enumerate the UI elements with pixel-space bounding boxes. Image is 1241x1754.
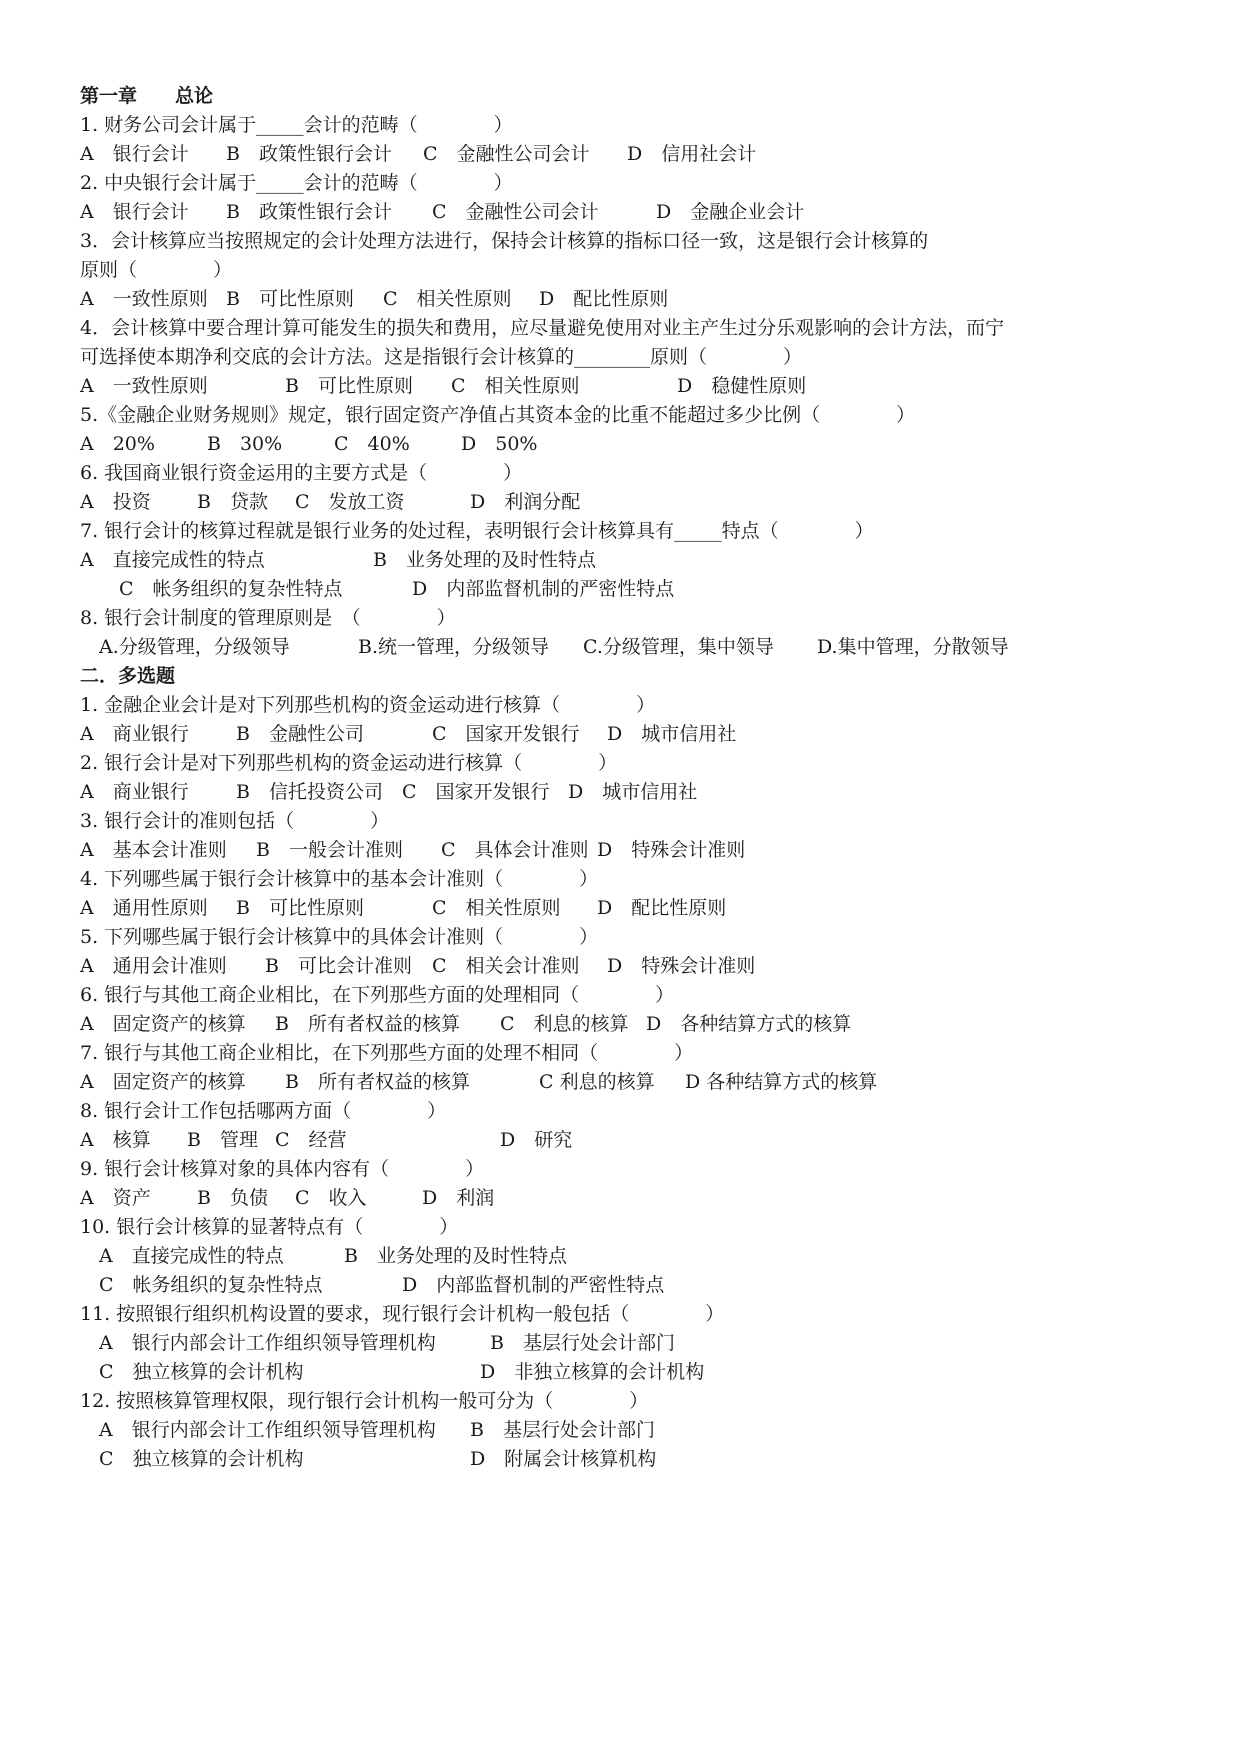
option-c: C 收入 [295,1187,367,1209]
option-a: A.分级管理，分级领导 [99,636,290,658]
option-b: B 政策性银行会计 [226,201,392,223]
option-d: D 利润分配 [470,491,581,513]
question-text: 2. 银行会计是对下列那些机构的资金运动进行核算（ ） [80,752,618,774]
question-text: 3．会计核算应当按照规定的会计处理方法进行，保持会计核算的指标口径一致，这是银行会计核算的 [80,230,929,252]
option-d: D 非独立核算的会计机构 [480,1361,705,1383]
option-a: A 银行内部会计工作组织领导管理机构 [99,1332,436,1354]
option-b: B.统一管理，分级领导 [358,636,550,658]
option-c: C 相关性原则 [432,897,561,919]
option-a: A 基本会计准则 [80,839,227,861]
option-c: C 金融性公司会计 [432,201,599,223]
option-d: D.集中管理，分散领导 [817,636,1009,658]
option-d: D 研究 [500,1129,573,1151]
question-text: 4. 下列哪些属于银行会计核算中的基本会计准则（ ） [80,868,599,890]
option-c: C.分级管理，集中领导 [583,636,774,658]
option-a: A 资产 [80,1187,151,1209]
option-c: C 相关性原则 [451,375,580,397]
option-d: D 城市信用社 [568,781,698,803]
option-c: C 利息的核算 [500,1013,629,1035]
option-b: B 负债 [197,1187,268,1209]
option-b: B 所有者权益的核算 [275,1013,460,1035]
option-b: B 业务处理的及时性特点 [373,549,596,571]
option-b: B 可比会计准则 [265,955,412,977]
question-text-cont: 原则（ ） [80,259,233,281]
chapter-heading: 第一章 总论 [80,85,214,107]
option-d: D 内部监督机制的严密性特点 [412,578,675,600]
option-c: C 独立核算的会计机构 [99,1448,304,1470]
option-b: B 所有者权益的核算 [285,1071,470,1093]
option-a: A 商业银行 [80,723,189,745]
question-text: 11. 按照银行组织机构设置的要求，现行银行会计机构一般包括（ ） [80,1303,725,1325]
option-c: C 发放工资 [295,491,405,513]
option-b: B 政策性银行会计 [226,143,392,165]
question-text: 2. 中央银行会计属于_____会计的范畴（ ） [80,172,513,194]
option-b: B 可比性原则 [285,375,413,397]
option-d: D 附属会计核算机构 [470,1448,657,1470]
question-text: 1. 金融企业会计是对下列那些机构的资金运动进行核算（ ） [80,694,656,716]
option-c: C 金融性公司会计 [423,143,590,165]
option-b: B 贷款 [197,491,268,513]
option-c: C 独立核算的会计机构 [99,1361,304,1383]
question-text: 9. 银行会计核算对象的具体内容有（ ） [80,1158,485,1180]
option-a: A 通用会计准则 [80,955,227,977]
option-d: D 信用社会计 [627,143,757,165]
option-b: B 业务处理的及时性特点 [344,1245,567,1267]
option-d: D 金融企业会计 [656,201,805,223]
option-b: B 金融性公司 [236,723,364,745]
option-b: B 管理 [187,1129,258,1151]
option-c: C 40% [334,433,410,455]
question-text: 5.《金融企业财务规则》规定，银行固定资产净值占其资本金的比重不能超过多少比例（ ） [80,404,916,426]
option-a: A 直接完成性的特点 [99,1245,284,1267]
option-c: C 具体会计准则 [441,839,589,861]
option-d: D 内部监督机制的严密性特点 [402,1274,665,1296]
option-b: B 基层行处会计部门 [470,1419,655,1441]
option-a: A 商业银行 [80,781,189,803]
option-d: D 利润 [422,1187,495,1209]
option-d: D 配比性原则 [539,288,669,310]
option-a: A 固定资产的核算 [80,1013,246,1035]
option-d: D 配比性原则 [597,897,727,919]
option-b: B 可比性原则 [236,897,364,919]
option-d: D 城市信用社 [607,723,737,745]
question-text: 7. 银行会计的核算过程就是银行业务的处过程，表明银行会计核算具有_____特点（ ） [80,520,874,542]
option-a: A 银行会计 [80,201,189,223]
option-c: C 相关性原则 [383,288,512,310]
option-a: A 银行会计 [80,143,189,165]
option-d: D 稳健性原则 [677,375,807,397]
option-d: D 各种结算方式的核算 [646,1013,852,1035]
option-c: C 帐务组织的复杂性特点 [119,578,343,600]
question-text-cont: 可选择使本期净利交底的会计方法。这是指银行会计核算的________原则（ ） [80,346,803,368]
option-a: A 银行内部会计工作组织领导管理机构 [99,1419,436,1441]
question-text: 5. 下列哪些属于银行会计核算中的具体会计准则（ ） [80,926,599,948]
question-text: 3. 银行会计的准则包括（ ） [80,810,390,832]
question-text: 10. 银行会计核算的显著特点有（ ） [80,1216,459,1238]
question-text: 1. 财务公司会计属于_____会计的范畴（ ） [80,114,513,136]
option-b: B 一般会计准则 [256,839,403,861]
question-text: 8. 银行会计制度的管理原则是 （ ） [80,607,456,629]
question-text: 6. 我国商业银行资金运用的主要方式是（ ） [80,462,523,484]
option-b: B 信托投资公司 [236,781,383,803]
option-a: A 投资 [80,491,151,513]
option-d: D 50% [461,433,538,455]
option-b: B 基层行处会计部门 [490,1332,675,1354]
option-d: D 特殊会计准则 [597,839,746,861]
option-a: A 固定资产的核算 [80,1071,246,1093]
question-text: 6. 银行与其他工商企业相比，在下列那些方面的处理相同（ ） [80,984,675,1006]
option-d: D 各种结算方式的核算 [685,1071,878,1093]
option-a: A 直接完成性的特点 [80,549,265,571]
option-c: C 利息的核算 [539,1071,655,1093]
option-a: A 通用性原则 [80,897,208,919]
question-text: 4．会计核算中要合理计算可能发生的损失和费用，应尽量避免使用对业主产生过分乐观影响的会计方法，而宁 [80,317,1005,339]
option-a: A 20% [80,433,155,455]
option-a: A 一致性原则 [80,288,208,310]
option-d: D 特殊会计准则 [607,955,756,977]
option-a: A 一致性原则 [80,375,208,397]
option-c: C 帐务组织的复杂性特点 [99,1274,323,1296]
option-c: C 国家开发银行 [432,723,580,745]
option-c: C 经营 [275,1129,347,1151]
option-c: C 国家开发银行 [402,781,550,803]
section-heading: 二．多选题 [80,665,176,687]
question-text: 7. 银行与其他工商企业相比，在下列那些方面的处理不相同（ ） [80,1042,694,1064]
question-text: 12. 按照核算管理权限，现行银行会计机构一般可分为（ ） [80,1390,649,1412]
option-c: C 相关会计准则 [432,955,580,977]
option-a: A 核算 [80,1129,151,1151]
question-text: 8. 银行会计工作包括哪两方面（ ） [80,1100,447,1122]
option-b: B 30% [207,433,283,455]
option-b: B 可比性原则 [226,288,354,310]
